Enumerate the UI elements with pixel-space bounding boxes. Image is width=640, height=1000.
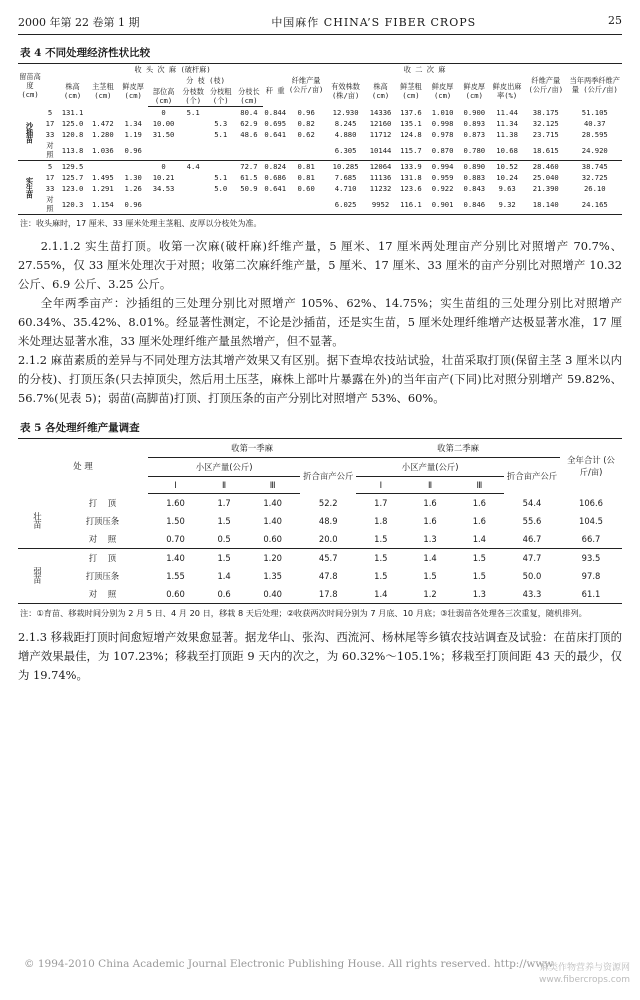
group-label: 实生苗	[18, 161, 42, 215]
table-cell	[179, 183, 207, 194]
paragraph-annual-yield: 全年两季亩产：沙插组的三处理分别比对照增产 105%、62%、14.75%；实生苗组的三处理分别比对照增产 60.34%、35.42%、8.01%。经显著性测定，不论是沙插苗，还是实生苗，5 厘米处理纤维增产达极显著水准，17 厘米处理达显著水准，33 厘米处理纤维产量虽然增产，但不显著。	[18, 296, 622, 348]
table-cell: 0.60	[166, 588, 185, 599]
table-cell	[179, 194, 207, 215]
table-row	[18, 140, 622, 161]
table-cell: 0.40	[263, 588, 282, 599]
table-cell: 0.994	[427, 161, 459, 173]
table-cell: 1.280	[92, 130, 114, 139]
table-cell: 0.922	[431, 184, 454, 193]
table-cell: 5	[47, 107, 53, 117]
table-cell: 对 照	[88, 588, 117, 599]
table-cell: 125.7	[61, 173, 84, 182]
t4-h-eff: 有效株数 (株/亩)	[331, 81, 360, 100]
table-cell: 4.4	[179, 161, 207, 173]
table-cell: 0.70	[166, 533, 185, 544]
t5-h-ii: Ⅱ	[203, 477, 245, 494]
table-cell: 23.715	[532, 130, 559, 139]
table-cell: 0.846	[463, 199, 486, 209]
table-cell: 1.55	[166, 570, 185, 581]
table-cell: 8.245	[334, 119, 357, 128]
table-cell: 55.6	[522, 515, 542, 526]
table-cell: 0.890	[458, 161, 490, 173]
group-label: 弱苗	[18, 548, 57, 603]
t5-h-total: 全年合计 (公斤/亩)	[567, 455, 615, 478]
table-cell: 129.5	[58, 161, 87, 173]
t4-h-bark: 鲜皮厚 (cm)	[122, 81, 144, 100]
t4-h-ratio: 鲜皮出麻率(%)	[492, 81, 522, 100]
table-cell: 40.37	[583, 119, 606, 128]
table-cell: 125.0	[61, 119, 84, 128]
table-cell: 66.7	[581, 533, 601, 544]
t4-h-bark4: 鲜皮厚 (cm)	[463, 81, 486, 100]
table-cell: 0.641	[264, 184, 287, 193]
table-cell: 106.6	[579, 497, 603, 508]
table-cell: 1.4	[472, 533, 487, 544]
table-cell: 115.7	[400, 145, 422, 155]
table-cell: 9.63	[498, 184, 516, 193]
table-cell: 10.68	[496, 145, 518, 155]
table-cell: 1.4	[405, 548, 454, 567]
table-cell: 0.62	[297, 130, 315, 139]
table-cell: 54.4	[522, 497, 542, 508]
table-row	[18, 548, 622, 567]
table-cell: 0.978	[431, 130, 454, 139]
table-cell: 17	[45, 119, 55, 128]
table-cell: 17	[45, 173, 55, 182]
table4-note: 注：收头麻时，17 厘米、33 厘米处理主茎粗、皮厚以分枝处为准。	[20, 219, 262, 228]
table-cell: 33	[45, 184, 55, 193]
table-cell: 131.8	[400, 173, 422, 182]
table-cell: 对 照	[88, 533, 117, 544]
table-cell: 5.1	[214, 130, 228, 139]
table-cell: 135.1	[400, 119, 422, 128]
table-cell: 0.873	[463, 130, 486, 139]
table-cell: 24.165	[581, 199, 608, 209]
table-cell: 124.8	[400, 130, 422, 139]
table-row	[18, 183, 622, 194]
table-cell: 14336	[369, 107, 392, 117]
table-cell: 1.40	[263, 497, 282, 508]
table-row	[18, 161, 622, 173]
table-cell: 1.5	[203, 548, 245, 567]
table-cell: 104.5	[579, 515, 603, 526]
table-cell: 0.883	[463, 173, 486, 182]
table-row	[18, 530, 622, 549]
table-cell: 32.125	[532, 119, 559, 128]
table-cell: 打 顶	[88, 497, 117, 508]
table-cell: 0.843	[463, 184, 486, 193]
table-cell: 21.390	[532, 184, 559, 193]
table-cell	[207, 161, 235, 173]
table-cell: 1.35	[263, 570, 282, 581]
table-row	[18, 118, 622, 129]
t5-h-i2: Ⅰ	[356, 477, 405, 494]
t4-h-height2: 株高 (cm)	[371, 81, 390, 100]
table-cell: 20.0	[318, 533, 338, 544]
table-cell: 1.3	[472, 588, 487, 599]
table-cell: 1.20	[245, 548, 300, 567]
table-cell: 打顶压条	[85, 570, 120, 581]
table-cell: 11136	[369, 173, 392, 182]
table-cell	[179, 140, 207, 161]
table-cell: 47.7	[504, 548, 560, 567]
table-cell: 0.96	[297, 107, 315, 117]
table-cell: 43.3	[522, 588, 542, 599]
table-cell: 1.5	[356, 548, 405, 567]
table-cell: 1.3	[423, 533, 437, 544]
table-cell: 5.1	[214, 173, 228, 182]
table-cell	[119, 161, 148, 173]
table-cell: 1.19	[124, 130, 142, 139]
table-cell: 4.880	[334, 130, 357, 139]
table-cell: 137.6	[400, 107, 422, 117]
table-cell: 12064	[366, 161, 395, 173]
t4-h-pos: 部位高 (cm)	[148, 86, 180, 107]
table-cell: 0.5	[217, 533, 231, 544]
table-cell: 0.641	[264, 130, 287, 139]
table-cell: 97.8	[581, 570, 601, 581]
table5-body	[18, 494, 622, 604]
table-cell: 10144	[369, 145, 392, 155]
t4-h-yield2: 纤维产量 (公斤/亩)	[528, 76, 564, 95]
table5	[18, 438, 622, 604]
t5-h-conv2: 折合亩产公斤	[506, 470, 558, 481]
t5-h-conv1: 折合亩产公斤	[303, 470, 354, 481]
table-cell: 38.745	[568, 161, 622, 173]
table-cell: 0.60	[263, 533, 282, 544]
t5-h-ii2: Ⅱ	[405, 477, 454, 494]
table-cell: 1.6	[472, 515, 487, 526]
table-cell: 25.040	[532, 173, 559, 182]
table-cell: 17.8	[318, 588, 338, 599]
table-cell: 62.9	[240, 119, 258, 128]
table-cell: 0.695	[264, 119, 287, 128]
running-header	[18, 14, 622, 35]
table-cell: 1.6	[472, 497, 487, 508]
table-cell: 12.930	[332, 107, 359, 117]
table-cell: 0.780	[463, 145, 486, 155]
t4-h-bnum: 分枝数 (个)	[179, 86, 207, 107]
table-cell	[148, 194, 180, 215]
table-cell: 47.8	[318, 570, 338, 581]
table-cell: 28.595	[581, 130, 608, 139]
t5-h-season1: 收第一季麻	[148, 439, 356, 458]
table-cell	[263, 140, 287, 161]
table-cell: 0.81	[287, 161, 325, 173]
table-cell: 120.8	[61, 130, 84, 139]
table-cell: 123.0	[61, 184, 84, 193]
t4-h-blen: 分枝长 (cm)	[234, 86, 263, 107]
table-cell: 0	[148, 161, 180, 173]
table-cell: 4.710	[334, 184, 357, 193]
table-cell: 0.900	[463, 107, 486, 117]
table-cell: 1.26	[124, 184, 142, 193]
t4-h-stem2: 鲜茎粗 (cm)	[400, 81, 422, 100]
table-cell: 24.920	[581, 145, 608, 155]
table-cell: 0.60	[297, 184, 315, 193]
copyright-footer: © 1994-2010 China Academic Journal Electronic Publishing House. All rights reserved. http://www	[24, 958, 554, 970]
table-cell: 0.96	[124, 199, 142, 209]
table-cell: 打顶压条	[85, 515, 120, 526]
table-cell: 6.025	[334, 199, 357, 209]
t4-h-stalk: 秆 重	[265, 86, 285, 96]
table-cell: 1.7	[217, 497, 231, 508]
table-cell: 11.34	[496, 119, 518, 128]
table4-body	[18, 107, 622, 215]
table-cell: 9952	[371, 199, 390, 209]
table-cell: 1.5	[217, 515, 231, 526]
table-cell: 1.8	[374, 515, 388, 526]
table-cell: 33	[45, 130, 55, 139]
table-cell: 0.998	[431, 119, 454, 128]
table-cell: 48.9	[318, 515, 338, 526]
table-cell: 1.60	[166, 497, 185, 508]
table-row	[18, 107, 622, 119]
table-cell: 1.4	[217, 570, 231, 581]
table-cell: 113.8	[61, 145, 84, 155]
table-cell: 打 顶	[57, 548, 148, 567]
table-cell: 51.105	[581, 107, 608, 117]
t4-h-height: 株高 (cm)	[63, 81, 82, 100]
table-cell	[287, 140, 325, 161]
table-cell: 1.40	[263, 515, 282, 526]
t4-h-branch: 分 枝 (枝)	[186, 76, 225, 85]
table-cell: 72.7	[234, 161, 263, 173]
table-cell: 18.140	[532, 199, 559, 209]
table-cell: 1.5	[455, 548, 504, 567]
table-cell: 5.3	[214, 119, 228, 128]
table-cell	[207, 194, 235, 215]
table-cell: 61.1	[581, 588, 601, 599]
table-cell: 11.44	[496, 107, 518, 117]
table-cell: 1.5	[374, 570, 388, 581]
table-row	[18, 567, 622, 585]
table-cell: 9.32	[498, 199, 516, 209]
table-cell	[87, 107, 119, 119]
table-cell: 0.82	[297, 119, 315, 128]
table-cell: 61.5	[240, 173, 258, 182]
table-cell: 10.00	[152, 119, 175, 128]
table-cell: 18.615	[532, 145, 559, 155]
table-cell: 0.901	[431, 199, 454, 209]
table-cell: 93.5	[560, 548, 622, 567]
table-cell: 28.460	[524, 161, 568, 173]
t5-h-plot1: 小区产量(公斤)	[148, 458, 300, 477]
t4-h-first: 收 头 次 麻 (破杆麻)	[134, 65, 211, 74]
table-cell: 对照	[46, 195, 54, 213]
table-cell: 120.3	[61, 199, 84, 209]
t4-h-yield1: 纤维产量 (公斤/亩)	[288, 76, 324, 95]
table-row	[18, 194, 622, 215]
t4-h-total: 当年两季纤维产量 (公斤/亩)	[569, 76, 620, 95]
table-cell: 1.34	[124, 119, 142, 128]
t4-h-treat: 留苗高度 (cm)	[19, 71, 41, 99]
table-cell: 1.50	[166, 515, 185, 526]
table-cell	[179, 118, 207, 129]
table-cell: 34.53	[152, 184, 175, 193]
table-cell: 0	[161, 108, 166, 117]
table-cell: 52.2	[318, 497, 338, 508]
header-issue: 2000 年第 22 卷第 1 期	[18, 16, 140, 29]
table-cell: 45.7	[300, 548, 356, 567]
table-cell: 1.7	[374, 497, 388, 508]
table-cell: 0.686	[264, 173, 287, 182]
table-cell	[207, 107, 235, 119]
header-journal: 中国麻作 CHINA’S FIBER CROPS	[271, 16, 477, 29]
t5-h-season2: 收第二季麻	[356, 439, 560, 458]
group-label: 壮苗	[32, 512, 43, 529]
table-cell: 1.5	[374, 533, 388, 544]
table-cell: 1.2	[423, 588, 437, 599]
t4-h-bark3: 鲜皮厚 (cm)	[431, 81, 454, 100]
table-cell	[234, 140, 263, 161]
table-cell: 11.38	[496, 130, 518, 139]
table-cell: 116.1	[400, 199, 422, 209]
table-cell: 80.4	[240, 108, 258, 117]
table-cell: 11712	[369, 130, 392, 139]
table-cell: 0.824	[264, 162, 287, 171]
table-cell: 1.40	[148, 548, 203, 567]
table4-caption: 表 4 不同处理经济性状比较	[20, 47, 151, 59]
watermark	[539, 962, 630, 986]
table-cell: 0.844	[264, 107, 287, 117]
table-cell: 对照	[46, 141, 54, 159]
group-label: 沙插苗	[25, 122, 35, 145]
table-cell: 1.495	[92, 173, 114, 182]
table-row	[18, 512, 622, 530]
table-cell: 50.0	[522, 570, 542, 581]
t5-h-iii2: Ⅲ	[455, 477, 504, 494]
table-cell	[87, 161, 119, 173]
table-cell: 1.4	[374, 588, 388, 599]
table-cell: 133.9	[395, 161, 427, 173]
table-row	[18, 494, 622, 512]
table-cell: 0.96	[124, 145, 142, 155]
watermark-line2: www.fibercrops.com	[539, 975, 630, 985]
t5-h-i: Ⅰ	[148, 477, 203, 494]
t4-h-stem: 主茎粗 (cm)	[92, 81, 114, 100]
table-cell: 10.24	[496, 173, 518, 182]
table-cell	[287, 194, 325, 215]
table-cell: 1.30	[124, 173, 142, 182]
table-cell: 1.5	[423, 570, 437, 581]
table5-caption: 表 5 各处理纤维产量调查	[20, 422, 140, 434]
table-cell: 31.50	[152, 130, 175, 139]
t4-h-second: 收 二 次 麻	[403, 65, 446, 74]
table-cell: 10.52	[490, 161, 524, 173]
table-cell: 32.725	[581, 173, 608, 182]
header-page-number: 25	[608, 14, 622, 27]
t5-h-iii: Ⅲ	[245, 477, 300, 494]
paragraph-2-1-3: 2.1.3 移栽距打顶时间愈短增产效果愈显著。据龙华山、张沟、西流河、杨林尾等乡镇农技站调查及试验：在苗床打顶的增产效果最佳，为 107.23%；移栽至打顶距 9 天内的次之，为 60.32%～105.1%；移栽至打顶间距 43 天的最少，仅为 19.74%。	[18, 629, 622, 682]
table-row	[18, 129, 622, 140]
t4-h-bthick: 分枝粗 (个)	[207, 86, 235, 107]
table-cell	[179, 172, 207, 183]
table-cell: 0.81	[297, 173, 315, 182]
table-cell: 0.870	[431, 145, 454, 155]
table-row	[18, 585, 622, 604]
table-cell: 1.291	[92, 184, 114, 193]
t5-h-plot2: 小区产量(公斤)	[356, 458, 504, 477]
table-cell: 38.175	[532, 107, 559, 117]
table-cell: 5.0	[214, 184, 228, 193]
table-cell	[207, 140, 235, 161]
table5-note: 注：①育苗、移栽时间分别为 2 月 5 日、4 月 20 日，移栽 8 天后处理；②收获两次时间分别为 7 月底、10 月底；③壮弱苗各处理各三次重复，随机排列。	[20, 607, 587, 618]
table-cell: 48.6	[240, 130, 258, 139]
paragraph-2-1-1-2: 2.1.1.2 实生苗打顶。收第一次麻(破杆麻)纤维产量，5 厘米、17 厘米两处理亩产分别比对照增产 70.7%、27.55%，仅 33 厘米处理次于对照；收第二次麻纤维产量，5 厘米、17 厘米、33 厘米的亩产分别比对照增产 10.32 公斤、6.9 公斤、3.25 公斤。	[18, 239, 622, 291]
paragraph-2-1-2: 2.1.2 麻苗素质的差异与不同处理方法其增产效果又有区别。据下查埠农技站试验，壮苗采取打顶(保留主茎 3 厘米以内的分枝)、打顶压条(只去掉顶尖，然后用土压茎，麻株上部叶片暴露在外)的当年亩产(下同)比对照分别增产 59.82%、56.7%(见表 5)；弱苗(高脚苗)打顶、打顶压条的亩产分别比对照增产 53%、60%。	[18, 353, 622, 405]
table-cell: 1.6	[423, 497, 437, 508]
table-cell: 1.036	[92, 145, 114, 155]
table-cell	[119, 107, 148, 119]
table-cell	[179, 129, 207, 140]
table-cell: 10.21	[152, 173, 175, 182]
table-cell: 5	[42, 161, 58, 173]
table4	[18, 63, 622, 215]
table-cell: 1.6	[423, 515, 437, 526]
table-cell: 1.5	[472, 570, 487, 581]
t5-h-treat: 处 理	[73, 461, 93, 472]
table-cell: 0.893	[463, 119, 486, 128]
table-cell: 10.285	[325, 161, 366, 173]
table-cell: 12160	[369, 119, 392, 128]
watermark-line1: 麻类作物营养与资源网	[539, 963, 630, 973]
table-cell	[263, 194, 287, 215]
table-cell: 46.7	[522, 533, 542, 544]
table-cell	[234, 194, 263, 215]
table-cell: 131.1	[61, 107, 84, 117]
table-cell: 26.10	[583, 184, 606, 193]
table-cell: 1.472	[92, 119, 114, 128]
table-cell: 1.154	[92, 199, 114, 209]
table-cell: 5.1	[186, 108, 200, 117]
table-cell: 7.685	[334, 173, 357, 182]
table-cell: 0.959	[431, 173, 454, 182]
table-cell: 0.6	[217, 588, 231, 599]
table-cell: 123.6	[400, 184, 422, 193]
table-cell: 11232	[369, 184, 392, 193]
table-row	[18, 172, 622, 183]
table-cell: 50.9	[240, 184, 258, 193]
table-cell: 1.010	[431, 107, 454, 117]
table-cell: 6.305	[334, 145, 357, 155]
table-cell	[148, 140, 180, 161]
